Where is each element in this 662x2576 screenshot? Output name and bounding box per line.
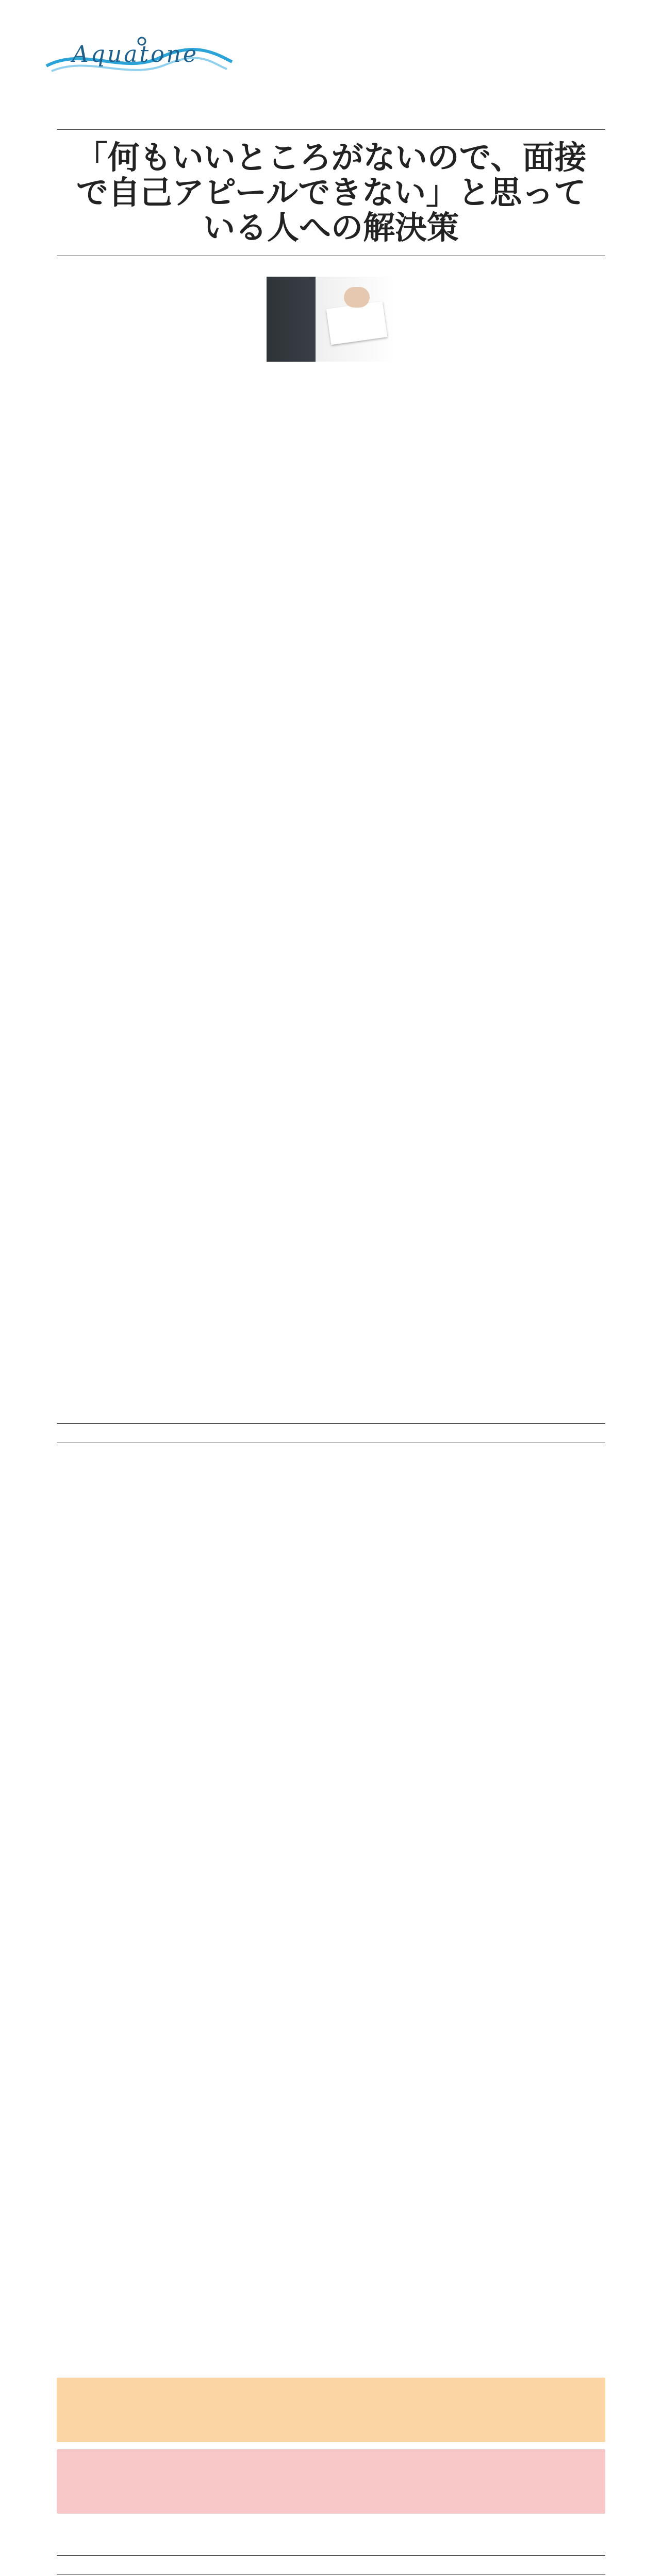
section-1-body [57, 1443, 605, 2370]
site-header [0, 0, 662, 93]
highlight-box-pink[interactable] [57, 2449, 605, 2514]
highlight-box-orange[interactable] [57, 2378, 605, 2442]
site-logo[interactable] [41, 26, 237, 82]
intro-body [57, 362, 605, 1423]
hand-shape [344, 287, 370, 308]
article [57, 129, 605, 2576]
spacer [57, 2514, 605, 2555]
logo-text: Aquatone [72, 41, 199, 67]
meeting-desk-image [267, 277, 395, 362]
section-2-rule-bottom [57, 2574, 605, 2575]
section-2-heading [57, 2556, 605, 2574]
section-1-heading [57, 1424, 605, 1443]
article-headline: 「何もいいところがないので、面接で自己アピールできない」と思っている人への解決策 [75, 139, 587, 246]
